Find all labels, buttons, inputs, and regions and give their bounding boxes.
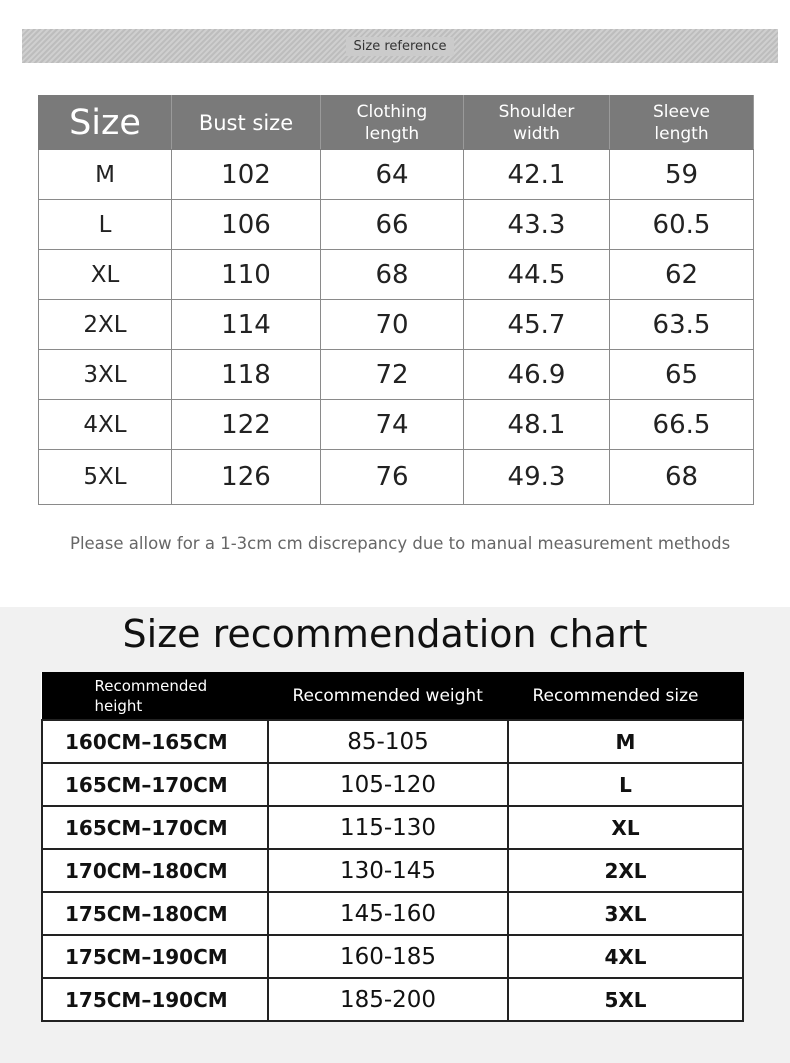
cell-shoulder-width: 45.7 xyxy=(464,300,610,350)
cell-height: 160CM–165CM xyxy=(42,720,268,763)
cell-size: 4XL xyxy=(39,400,172,450)
cell-weight: 130-145 xyxy=(268,849,508,892)
header-shoulder-width xyxy=(464,96,610,150)
cell-bust: 126 xyxy=(172,450,321,505)
cell-weight: 145-160 xyxy=(268,892,508,935)
table-row xyxy=(39,300,754,350)
cell-size: XL xyxy=(508,806,743,849)
cell-sleeve-length: 60.5 xyxy=(610,200,754,250)
cell-sleeve-length: 63.5 xyxy=(610,300,754,350)
cell-shoulder-width: 42.1 xyxy=(464,150,610,200)
header-clothing-line1: Clothing xyxy=(356,101,428,122)
cell-shoulder-width: 48.1 xyxy=(464,400,610,450)
table-row xyxy=(39,250,754,300)
header-sleeve-line1: Sleeve xyxy=(653,101,710,122)
cell-size: 3XL xyxy=(508,892,743,935)
table-row xyxy=(39,200,754,250)
cell-shoulder-width: 44.5 xyxy=(464,250,610,300)
cell-size: 2XL xyxy=(39,300,172,350)
cell-bust: 102 xyxy=(172,150,321,200)
header-shoulder-line2: width xyxy=(513,123,560,144)
cell-height: 175CM–180CM xyxy=(42,892,268,935)
cell-clothing-length: 66 xyxy=(321,200,464,250)
cell-shoulder-width: 49.3 xyxy=(464,450,610,505)
cell-size: M xyxy=(39,150,172,200)
cell-bust: 122 xyxy=(172,400,321,450)
recommendation-header xyxy=(42,673,743,721)
cell-size: L xyxy=(39,200,172,250)
cell-bust: 106 xyxy=(172,200,321,250)
cell-bust: 118 xyxy=(172,350,321,400)
header-clothing-line2: length xyxy=(364,123,420,144)
cell-clothing-length: 76 xyxy=(321,450,464,505)
cell-size: 5XL xyxy=(39,450,172,505)
measurement-note: Please allow for a 1-3cm cm discrepancy due to manual measurement methods xyxy=(70,534,731,553)
cell-height: 165CM–170CM xyxy=(42,806,268,849)
header-height-line2: height xyxy=(94,697,143,715)
header-sleeve-length xyxy=(610,96,754,150)
header-recommended-height xyxy=(42,673,268,721)
cell-height: 175CM–190CM xyxy=(42,978,268,1021)
cell-clothing-length: 74 xyxy=(321,400,464,450)
cell-shoulder-width: 43.3 xyxy=(464,200,610,250)
table-row xyxy=(42,720,743,763)
cell-height: 175CM–190CM xyxy=(42,935,268,978)
table-row xyxy=(42,849,743,892)
size-table xyxy=(38,95,754,505)
cell-sleeve-length: 66.5 xyxy=(610,400,754,450)
size-table-header xyxy=(39,96,754,150)
header-sleeve-line2: length xyxy=(654,123,709,144)
table-row xyxy=(42,806,743,849)
cell-sleeve-length: 65 xyxy=(610,350,754,400)
cell-clothing-length: 72 xyxy=(321,350,464,400)
cell-size: 5XL xyxy=(508,978,743,1021)
cell-bust: 110 xyxy=(172,250,321,300)
cell-weight: 185-200 xyxy=(268,978,508,1021)
recommendation-table xyxy=(41,672,744,1022)
table-row xyxy=(39,400,754,450)
table-row xyxy=(42,763,743,806)
cell-size: M xyxy=(508,720,743,763)
cell-weight: 85-105 xyxy=(268,720,508,763)
cell-size: 2XL xyxy=(508,849,743,892)
header-bust-size: Bust size xyxy=(172,96,321,150)
header-size: Size xyxy=(39,96,172,150)
table-row xyxy=(42,892,743,935)
table-row xyxy=(39,150,754,200)
table-row xyxy=(42,978,743,1021)
cell-size: L xyxy=(508,763,743,806)
cell-weight: 115-130 xyxy=(268,806,508,849)
table-row xyxy=(42,935,743,978)
cell-size: 4XL xyxy=(508,935,743,978)
header-shoulder-line1: Shoulder xyxy=(498,101,575,122)
cell-size: 3XL xyxy=(39,350,172,400)
cell-weight: 160-185 xyxy=(268,935,508,978)
cell-height: 165CM–170CM xyxy=(42,763,268,806)
cell-shoulder-width: 46.9 xyxy=(464,350,610,400)
cell-weight: 105-120 xyxy=(268,763,508,806)
cell-clothing-length: 70 xyxy=(321,300,464,350)
header-recommended-weight: Recommended weight xyxy=(268,673,508,721)
cell-clothing-length: 68 xyxy=(321,250,464,300)
cell-size: XL xyxy=(39,250,172,300)
cell-bust: 114 xyxy=(172,300,321,350)
header-recommended-size: Recommended size xyxy=(508,673,743,721)
cell-sleeve-length: 68 xyxy=(610,450,754,505)
cell-height: 170CM–180CM xyxy=(42,849,268,892)
table-row xyxy=(39,450,754,505)
size-reference-banner xyxy=(22,29,778,63)
table-row xyxy=(39,350,754,400)
cell-sleeve-length: 62 xyxy=(610,250,754,300)
cell-sleeve-length: 59 xyxy=(610,150,754,200)
recommendation-title: Size recommendation chart xyxy=(122,612,648,656)
header-height-line1: Recommended xyxy=(94,677,208,695)
banner-label: Size reference xyxy=(346,37,455,56)
cell-clothing-length: 64 xyxy=(321,150,464,200)
header-clothing-length xyxy=(321,96,464,150)
